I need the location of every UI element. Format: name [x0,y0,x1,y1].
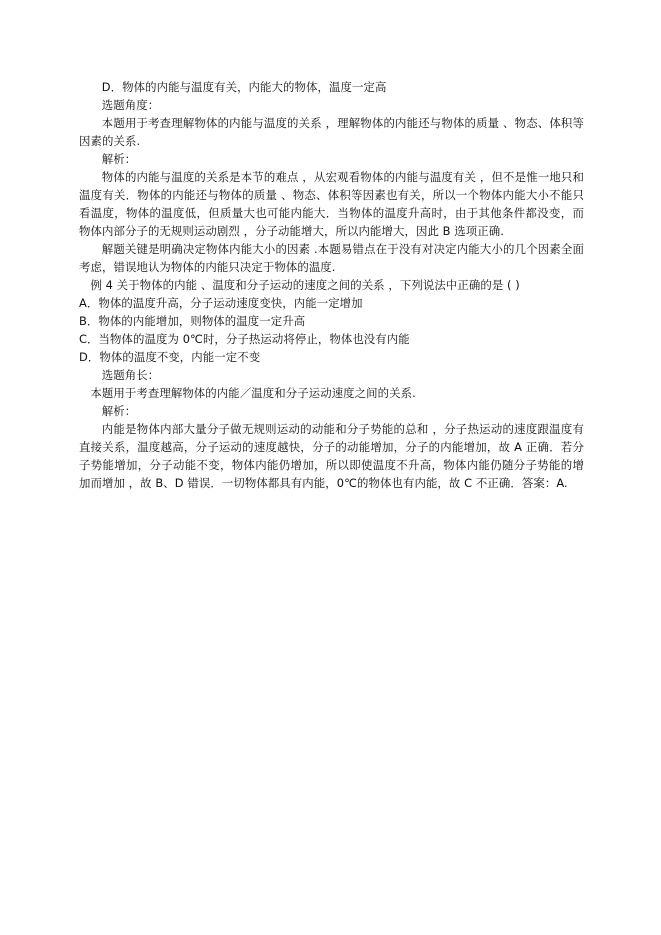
analysis-text: 物体的内能与温度的关系是本节的难点 ，从宏观看物体的内能与温度有关 ，但不是惟一地只和温度有关．物体的内能还与物体的质量 、物态、体积等因素也有关，所以一个物体内能大小不能只看温度，物体的温度低，但质量大也可能内能大．当物体的温度升高时，由于其他条件都没变，而物体内部分子的无规则运动剧烈 ，分子动能增大，所以内能增大，因此 B 选项正确. [79,170,584,238]
heading-analysis: 解析： [101,152,137,166]
example-4-option-b: B．物体的内能增加，则物体的温度一定升高 [79,314,306,328]
heading-topic-angle-2: 选题角长： [101,368,160,382]
example-4-option-a: A．物体的温度升高，分子运动速度变快，内能一定增加 [79,296,363,310]
example-4-option-c: C．当物体的温度为 0℃时，分子热运动将停止，物体也没有内能 [79,332,410,346]
topic-angle-text: 本题用于考查理解物体的内能与温度的关系 ，理解物体的内能还与物体的质量 、物态、体积等因素的关系. [79,116,584,148]
option-d-previous: D．物体的内能与温度有关，内能大的物体，温度一定高 [101,80,387,94]
heading-topic-angle: 选题角度： [101,98,160,112]
document-body [79,78,584,492]
topic-angle-text-2: 本题用于考查理解物体的内能／温度和分子运动速度之间的关系. [90,386,416,400]
example-4-question: 例 4 关于物体的内能 、温度和分子运动的速度之间的关系 ，下列说法中正确的是 ( ) [90,278,520,292]
example-4-option-d: D．物体的温度不变，内能一定不变 [79,350,261,364]
solution-key-text: 解题关键是明确决定物体内能大小的因素 .本题易错点在于没有对决定内能大小的几个因素全面考虑，错误地认为物体的内能只决定于物体的温度. [79,242,584,274]
analysis-text-2: 内能是物体内部大量分子做无规则运动的动能和分子势能的总和 ，分子热运动的速度跟温度有直接关系，温度越高，分子运动的速度越快，分子的动能增加，分子的内能增加，故 A 正确．若分子势能增加，分子动能不变，物体内能仍增加，所以即使温度不升高，物体内能仍随分子势能的增加而增加 ，故 B、D 错误．一切物体都具有内能，0℃的物体也有内能，故 C 不正确．答案：A. [79,422,584,490]
heading-analysis-2: 解析： [101,404,137,418]
